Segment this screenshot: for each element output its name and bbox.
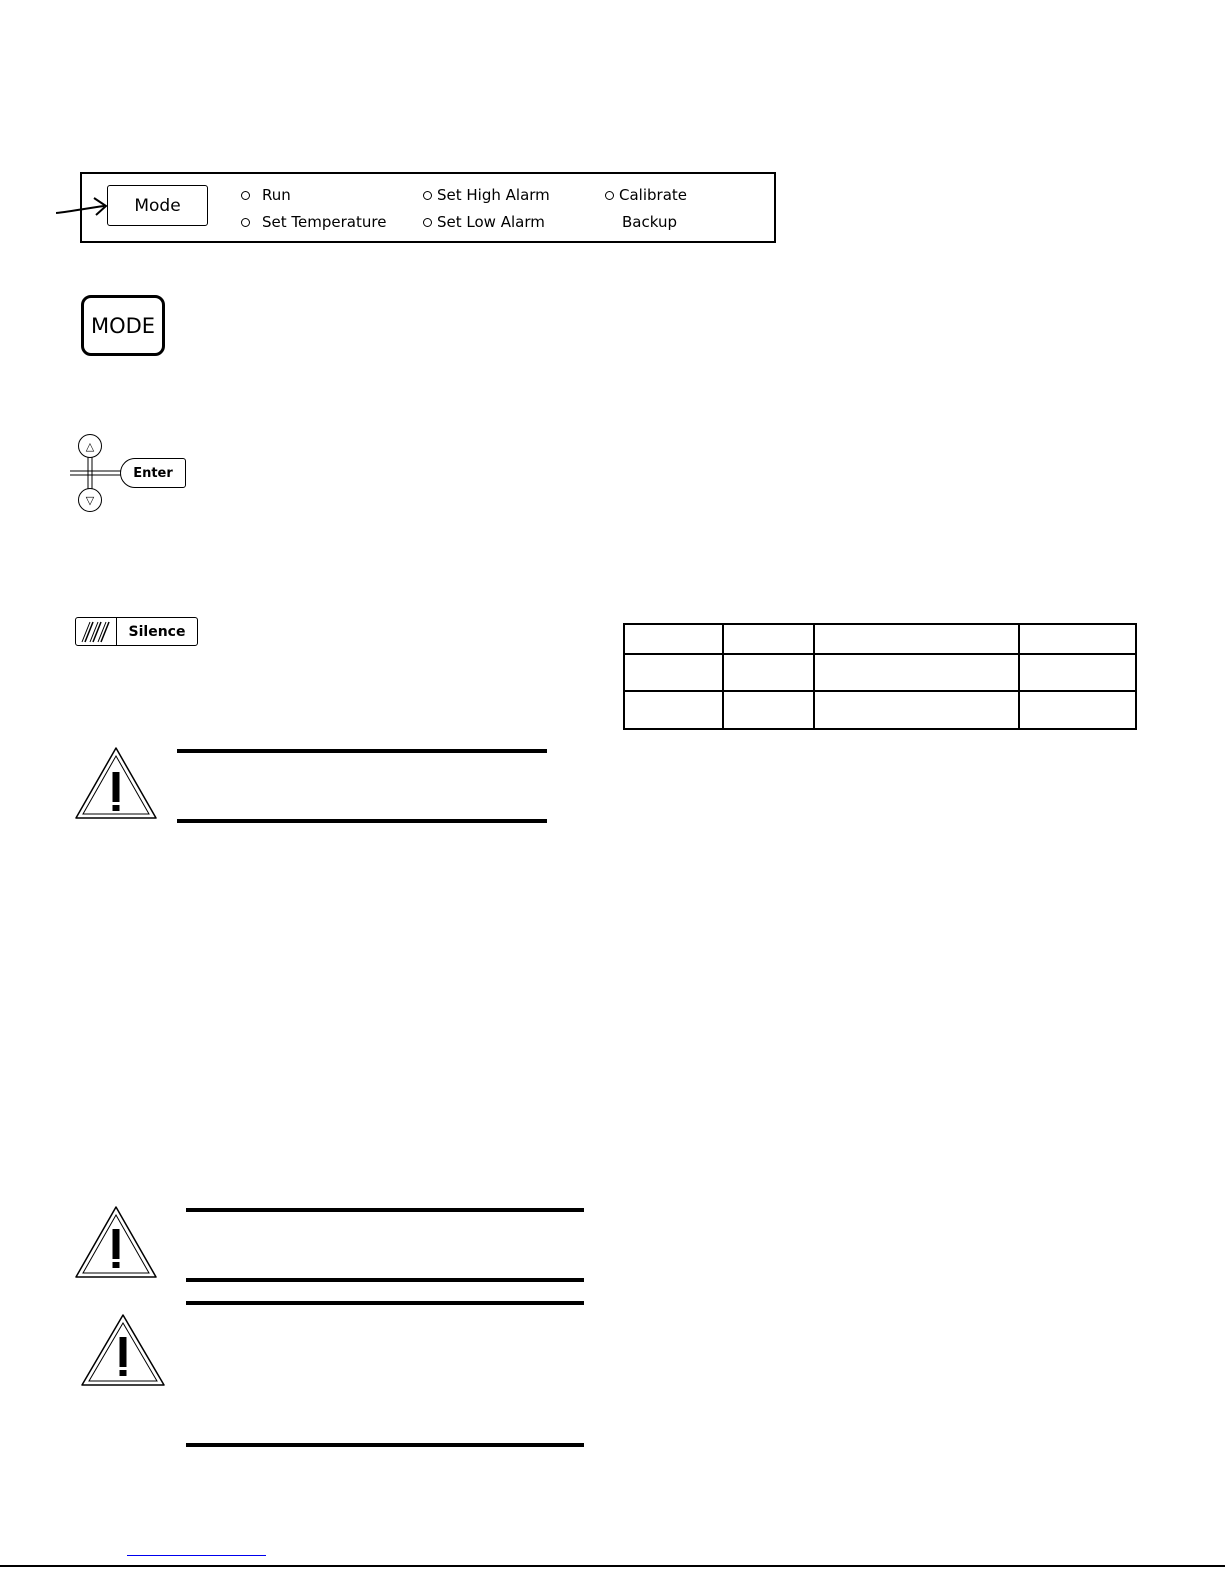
silence-button-label: Silence <box>128 623 186 640</box>
table-row <box>624 691 1136 729</box>
footer-link[interactable] <box>127 1555 266 1556</box>
warning-rule-bottom <box>177 819 547 823</box>
table-row <box>624 654 1136 691</box>
hatch-icon <box>76 618 117 645</box>
indicator-set-high-alarm: Set High Alarm <box>423 186 550 204</box>
warning-text <box>177 760 547 816</box>
indicator-led-icon <box>605 191 614 200</box>
footer-rule <box>0 1565 1225 1567</box>
up-arrow-icon: △ <box>85 439 95 453</box>
warning-triangle-icon <box>80 1313 166 1387</box>
warning-rule-top <box>186 1301 584 1305</box>
indicator-set-low-alarm: Set Low Alarm <box>423 213 545 231</box>
silence-button[interactable] <box>75 617 198 646</box>
warning-rule-bottom <box>186 1278 584 1282</box>
table-row <box>624 624 1136 654</box>
warning-rule-top <box>186 1208 584 1212</box>
indicator-led-icon <box>241 218 250 227</box>
warning-triangle-icon <box>74 1205 158 1279</box>
pointer-arrow-icon <box>56 196 112 220</box>
indicator-run: Run <box>241 186 291 204</box>
down-arrow-button[interactable] <box>78 488 102 512</box>
indicator-led-icon <box>241 191 250 200</box>
indicator-led-icon <box>423 191 432 200</box>
mode-button-label: Mode <box>134 195 181 216</box>
warning-text <box>186 1312 584 1438</box>
warning-text <box>186 1218 584 1274</box>
spec-table <box>623 623 1137 730</box>
indicator-led-icon <box>423 218 432 227</box>
enter-button[interactable] <box>120 458 186 488</box>
indicator-calibrate: Calibrate <box>605 186 687 204</box>
mode-button[interactable] <box>107 185 208 226</box>
down-arrow-icon: ▽ <box>85 493 95 507</box>
mode-key[interactable] <box>81 295 165 356</box>
warning-rule-bottom <box>186 1443 584 1447</box>
warning-rule-top <box>177 749 547 753</box>
indicator-set-temperature: Set Temperature <box>241 213 386 231</box>
warning-triangle-icon <box>74 746 158 820</box>
up-arrow-button[interactable] <box>78 434 102 458</box>
indicator-backup: Backup <box>622 213 677 231</box>
mode-key-label: MODE <box>90 313 156 338</box>
enter-button-label: Enter <box>133 465 173 481</box>
